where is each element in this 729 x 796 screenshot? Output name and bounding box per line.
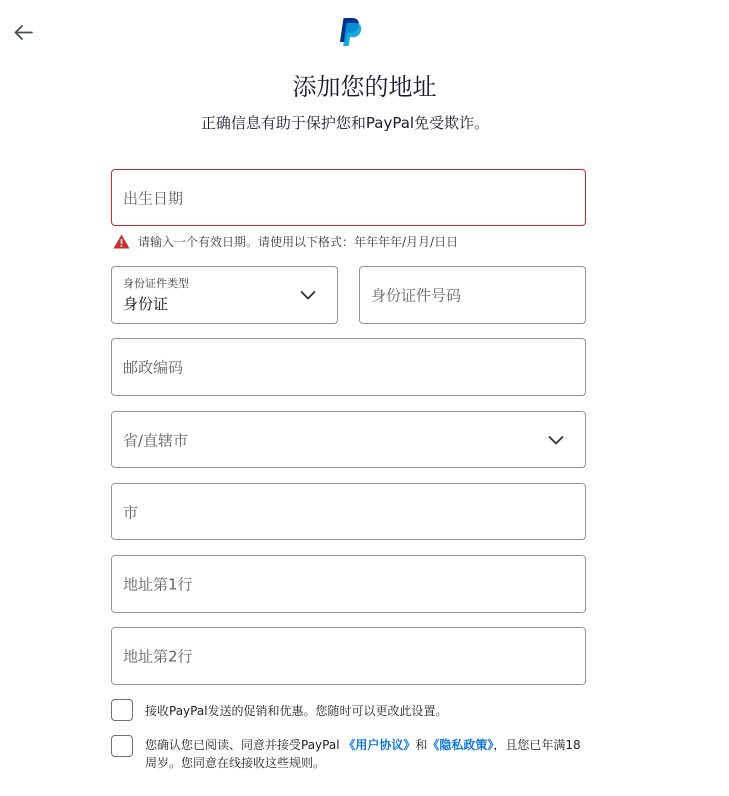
address-line2-field[interactable] [111,627,586,685]
province-placeholder: 省/直辖市 [123,431,189,449]
page-subtitle: 正确信息有助于保护您和PayPal免受欺诈。 [200,114,490,132]
page-title: 添加您的地址 [292,73,437,101]
warning-triangle-icon [113,234,130,249]
birth-date-field[interactable] [111,169,586,226]
terms-text-and: 和 [415,738,428,752]
postal-code-placeholder: 邮政编码 [123,358,184,377]
privacy-policy-link[interactable]: 《隐私政策》 [427,738,494,752]
address-line1-placeholder: 地址第1行 [123,575,193,594]
id-type-value: 身份证 [123,295,169,313]
promo-consent-text: 接收PayPal发送的促销和优惠。您随时可以更改此设置。 [145,704,448,718]
left-arrow-icon [10,18,40,48]
terms-checkbox[interactable] [111,735,133,757]
chevron-down-icon [547,431,565,449]
id-type-select[interactable] [111,266,338,324]
terms-text-after: ，且您已年满18周岁。您同意在线接收这些规则。 [145,738,581,770]
province-select[interactable] [111,411,586,468]
terms-consent-text [145,736,590,772]
chevron-down-icon [299,286,317,304]
id-number-field[interactable] [359,266,586,324]
promo-checkbox[interactable] [111,699,133,721]
city-field[interactable] [111,483,586,540]
birth-date-error [113,232,458,250]
id-type-label: 身份证件类型 [123,277,189,290]
paypal-logo-icon [337,16,363,48]
address-line1-field[interactable] [111,555,586,613]
birth-date-placeholder: 出生日期 [123,189,184,207]
terms-text-before: 您确认您已阅读、同意并接受PayPal [145,738,344,752]
address-line2-placeholder: 地址第2行 [123,647,193,666]
birth-date-error-text: 请输入一个有效日期。请使用以下格式：年年年年/月月/日日 [138,234,459,249]
postal-code-field[interactable] [111,338,586,396]
id-number-placeholder: 身份证件号码 [371,286,462,305]
user-agreement-link[interactable]: 《用户协议》 [343,738,416,752]
back-button[interactable] [10,18,40,48]
city-placeholder: 市 [123,503,139,521]
